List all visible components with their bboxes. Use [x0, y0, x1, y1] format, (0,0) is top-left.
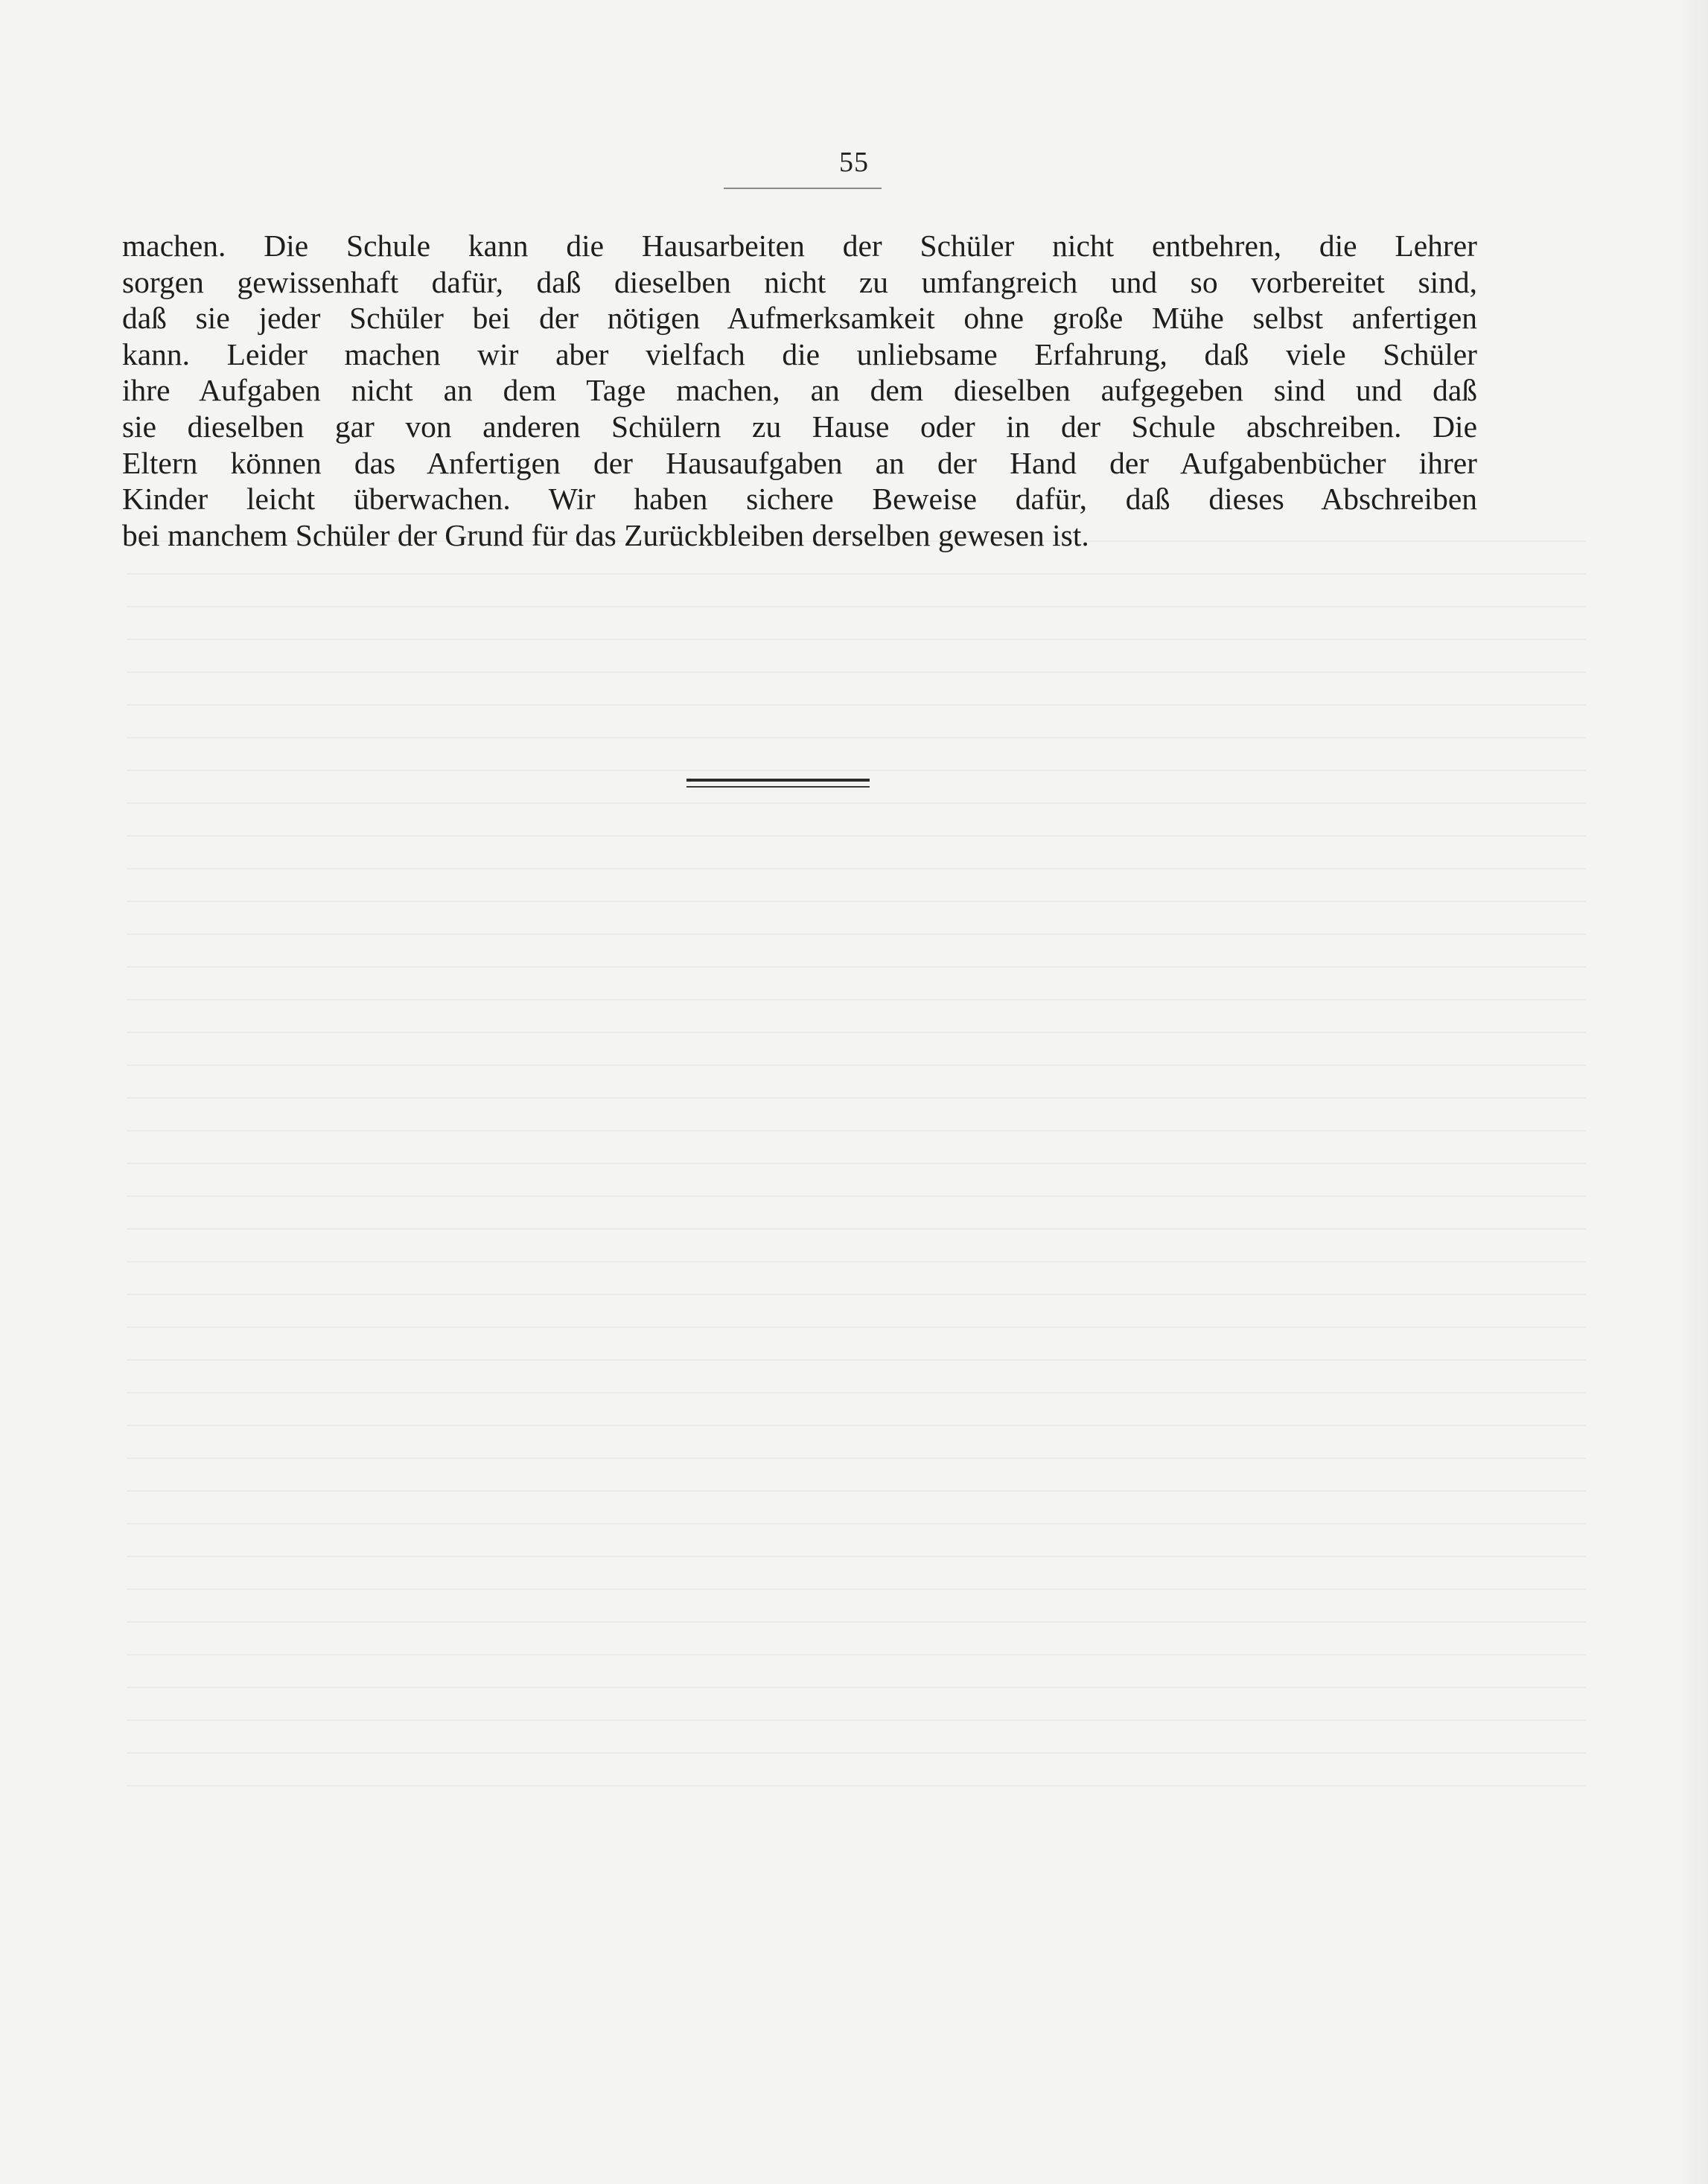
reverse-side-show-through	[127, 521, 1586, 1787]
paragraph-line: kann. Leider machen wir aber vielfach die unliebsame Erfahrung, daß viele Schüler	[122, 336, 1477, 371]
paragraph-line: ihre Aufgaben nicht an dem Tage machen, an dem dieselben aufgegeben sind und daß	[122, 373, 1477, 408]
paragraph-line: sorgen gewissenhaft dafür, daß dieselben nicht zu umfangreich und so vorbereitet sind,	[122, 264, 1477, 299]
body-paragraph	[122, 228, 1477, 553]
paragraph-line: bei manchem Schüler der Grund für das Zurückbleiben derselben gewesen ist.	[122, 517, 1089, 552]
thick-rule	[686, 779, 870, 782]
paragraph-line: machen. Die Schule kann die Hausarbeiten der Schüler nicht entbehren, die Lehrer	[122, 229, 1477, 263]
section-end-double-rule	[686, 779, 870, 788]
paragraph-line: daß sie jeder Schüler bei der nötigen Aufmerksamkeit ohne große Mühe selbst anfertigen	[122, 301, 1477, 336]
thin-rule	[686, 786, 870, 788]
page-number-rule	[724, 188, 882, 189]
page-number: 55	[839, 147, 869, 178]
paragraph-line: Eltern können das Anfertigen der Hausaufgaben an der Hand der Aufgabenbücher ihrer	[122, 445, 1477, 480]
paragraph-line: sie dieselben gar von anderen Schülern zu Hause oder in der Schule abschreiben. Die	[122, 409, 1477, 444]
page-edge-shadow	[1678, 0, 1708, 2184]
paragraph-line: Kinder leicht überwachen. Wir haben sichere Beweise dafür, daß dieses Abschreiben	[122, 482, 1477, 517]
